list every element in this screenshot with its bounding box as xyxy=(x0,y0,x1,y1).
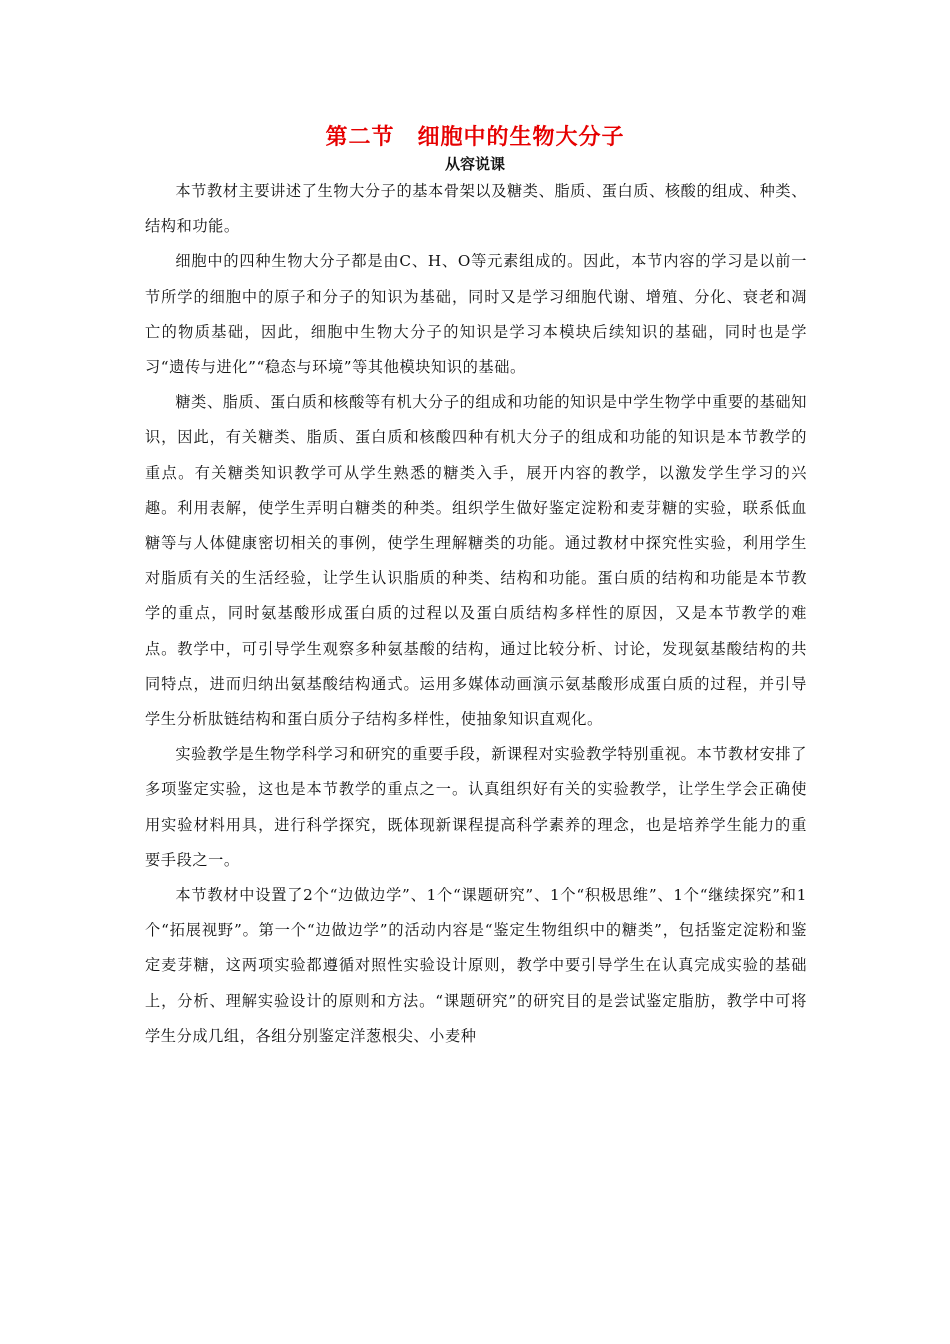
paragraph-activities: 本节教材中设置了2个“边做边学”、1个“课题研究”、1个“积极思维”、1个“继续探究”和1个“拓展视野”。第一个“边做边学”的活动内容是“鉴定生物组织中的糖类”，包括鉴定淀粉和鉴定麦芽糖，这两项实验都遵循对照性实验设计原则，教学中要引导学生在认真完成实验的基础上，分析、理解实验设计的原则和方法。“课题研究”的研究目的是尝试鉴定脂肪，教学中可将学生分成几组，各组分别鉴定洋葱根尖、小麦种 xyxy=(145,886,807,1045)
section-subtitle: 从容说课 xyxy=(444,155,505,173)
paragraph-intro: 本节教材主要讲述了生物大分子的基本骨架以及糖类、脂质、蛋白质、核酸的组成、种类、结构和功能。 xyxy=(145,182,807,236)
document-body xyxy=(145,174,807,1054)
paragraph-experiments: 实验教学是生物学科学习和研究的重要手段，新课程对实验教学特别重视。本节教材安排了多项鉴定实验，这也是本节教学的重点之一。认真组织好有关的实验教学，让学生学会正确使用实验材料用具，进行科学探究，既体现新课程提高科学素养的理念，也是培养学生能力的重要手段之一。 xyxy=(145,745,807,869)
paragraph-macromolecules: 糖类、脂质、蛋白质和核酸等有机大分子的组成和功能的知识是中学生物学中重要的基础知识，因此，有关糖类、脂质、蛋白质和核酸四种有机大分子的组成和功能的知识是本节教学的重点。有关糖类知识教学可从学生熟悉的糖类入手，展开内容的教学，以激发学生学习的兴趣。利用表解，使学生弄明白糖类的种类。组织学生做好鉴定淀粉和麦芽糖的实验，联系低血糖等与人体健康密切相关的事例，使学生理解糖类的功能。通过教材中探究性实验，利用学生对脂质有关的生活经验，让学生认识脂质的种类、结构和功能。蛋白质的结构和功能是本节教学的重点，同时氨基酸形成蛋白质的过程以及蛋白质结构多样性的原因，又是本节教学的难点。教学中，可引导学生观察多种氨基酸的结构，通过比较分析、讨论，发现氨基酸结构的共同特点，进而归纳出氨基酸结构通式。运用多媒体动画演示氨基酸形成蛋白质的过程，并引导学生分析肽链结构和蛋白质分子结构多样性，使抽象知识直观化。 xyxy=(145,393,807,729)
section-title: 第二节 细胞中的生物大分子 xyxy=(325,125,625,150)
paragraph-elements: 细胞中的四种生物大分子都是由C、H、O等元素组成的。因此，本节内容的学习是以前一节所学的细胞中的原子和分子的知识为基础，同时又是学习细胞代谢、增殖、分化、衰老和凋亡的物质基础，因此，细胞中生物大分子的知识是学习本模块后续知识的基础，同时也是学习“遗传与进化”“稳态与环境”等其他模块知识的基础。 xyxy=(145,252,807,377)
